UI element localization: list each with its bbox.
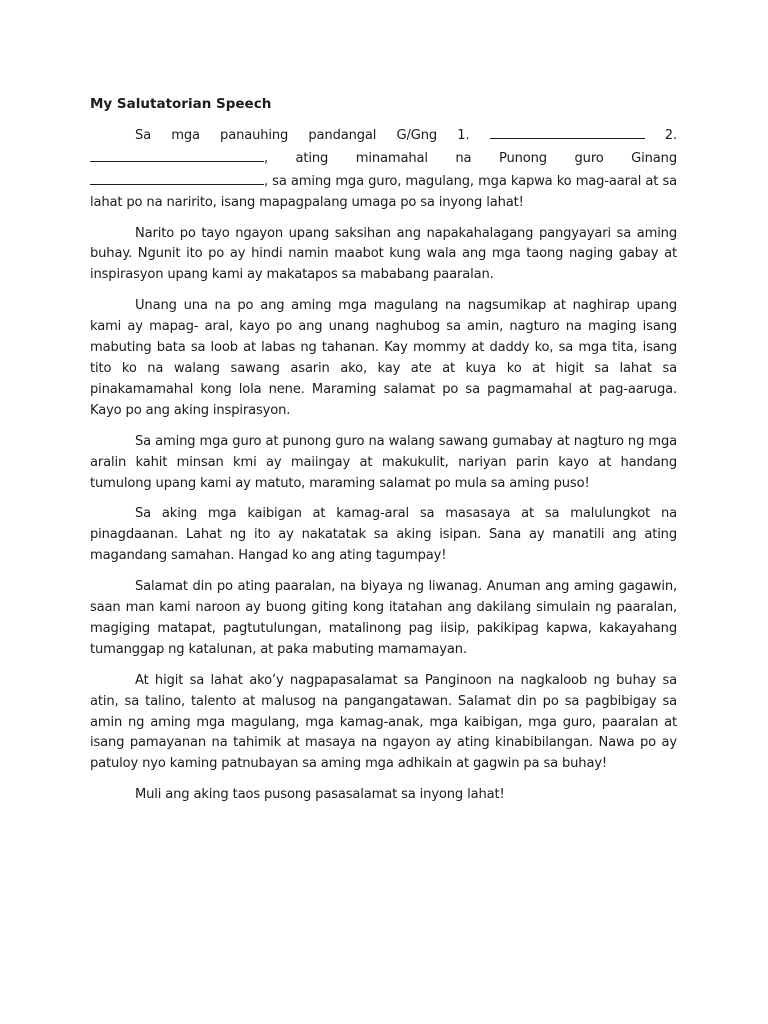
paragraph-5: Salamat din po ating paaralan, na biyaya ng liwanag. Anuman ang aming gagawin, saan man kami naroon ay buong giting kong itatahan ang dakilang simulain ng paaralan, magiging matapat, pagtutulungan, matalinong pag iisip, pakikipag kapwa, kakayahang tumanggap ng katalunan, at paka mabuting mamamayan.	[90, 579, 677, 657]
opening-text-3: , ating minamahal na Punong guro Ginang	[264, 150, 677, 166]
opening-text-1: Sa mga panauhing pandangal G/Gng 1.	[135, 127, 490, 143]
opening-text-4: , sa aming mga guro, magulang, mga kapwa ko mag-aaral at sa lahat po na naririto, isang mapagpalang umaga po sa inyong lahat!	[90, 173, 677, 210]
blank-line-1	[490, 124, 645, 139]
opening-paragraph	[90, 124, 677, 214]
closing-paragraph: Muli ang aking taos pusong pasasalamat sa inyong lahat!	[135, 787, 505, 803]
paragraph-3: Sa aming mga guro at punong guro na walang sawang gumabay at nagturo ng mga aralin kahit minsan kmi ay maiingay at makukulit, nariyan parin kayo at handang tumulong upang kami ay matuto, maraming salamat po mula sa aming puso!	[90, 433, 677, 491]
page-title: My Salutatorian Speech	[90, 96, 272, 112]
blank-line-2	[90, 147, 264, 162]
blank-line-3	[90, 170, 264, 185]
paragraph-2: Unang una na po ang aming mga magulang na nagsumikap at naghirap upang kami ay mapag- aral, kayo po ang unang naghubog sa amin, nagturo na maging isang mabuting bata sa loob at labas ng tahanan. Kay mommy at daddy ko, sa mga tita, isang tito ko na walang sawang asarin ako, kay ate at kuya ko at higit sa lahat sa pinakamamahal kong lola nene. Maraming salamat po sa pagmamahal at pag-aaruga. Kayo po ang aking inspirasyon.	[90, 298, 677, 418]
paragraph-1: Narito po tayo ngayon upang saksihan ang napakahalagang pangyayari sa aming buhay. Ngunit ito po ay hindi namin maabot kung wala ang mga taong naging gabay at inspirasyon upang kami ay makatapos sa mababang paaralan.	[90, 225, 677, 283]
speech-page	[90, 94, 677, 816]
paragraph-4: Sa aking mga kaibigan at kamag-aral sa masasaya at sa malulungkot na pinagdaanan. Lahat ng ito ay nakatatak sa aking isipan. Sana ay manatili ang ating magandang samahan. Hangad ko ang ating tagumpay!	[90, 506, 677, 564]
paragraph-6: At higit sa lahat ako’y nagpapasalamat sa Panginoon na nagkaloob ng buhay sa atin, sa talino, talento at malusog na pangangatawan. Salamat din po sa pagbibigay sa amin ng aming mga magulang, mga kamag-anak, mga kaibigan, mga guro, paaralan at isang pamayanan na tahimik at masaya na ngayon ay ating kinabibilangan. Nawa po ay patuloy nyo kaming patnubayan sa aming mga adhikain at gagwin pa sa buhay!	[90, 672, 677, 772]
opening-text-2: 2.	[644, 127, 677, 143]
